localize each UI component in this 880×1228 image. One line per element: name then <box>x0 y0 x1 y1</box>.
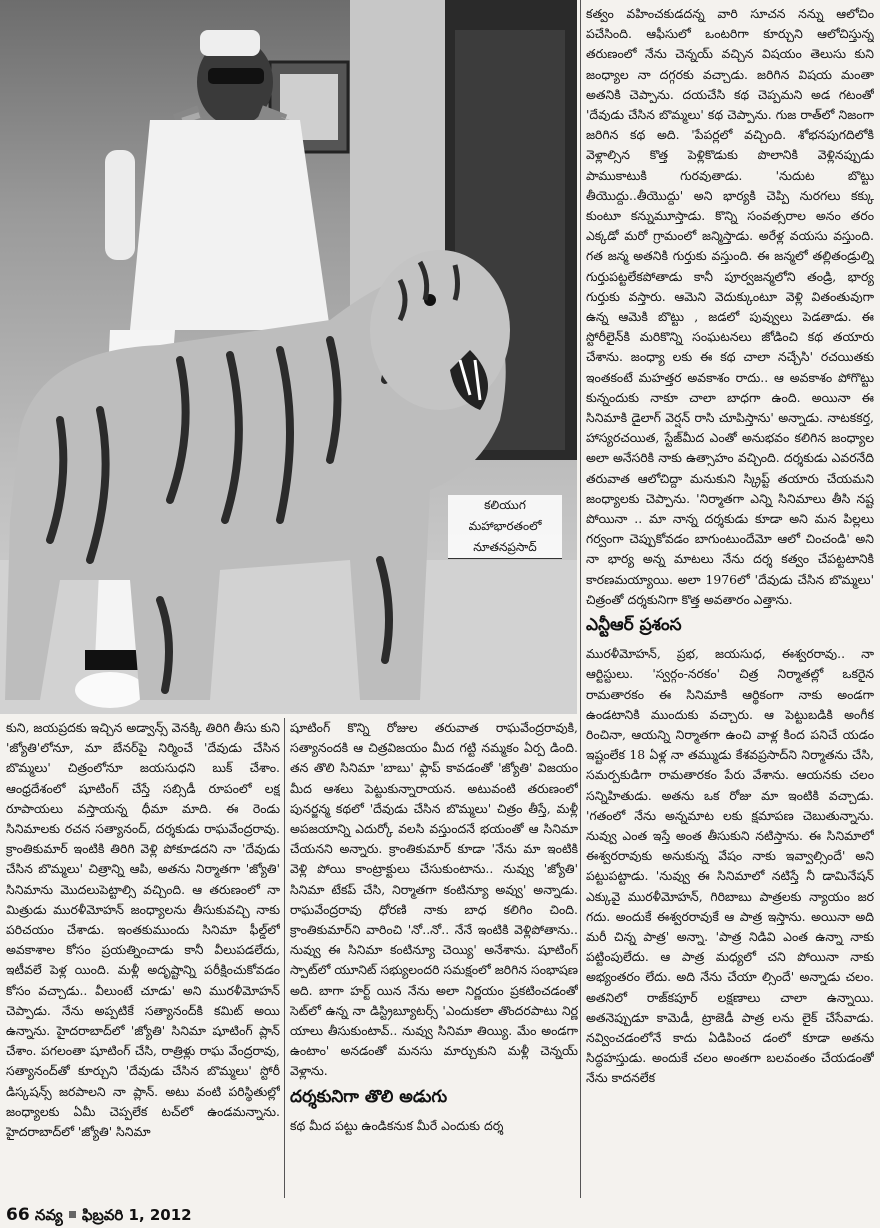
magazine-name: నవ్య <box>34 1206 63 1224</box>
square-bullet-icon <box>69 1211 76 1218</box>
article-paragraph: కుని, జయప్రదకు ఇచ్చిన అడ్వాన్స్ వెనక్కి తిరిగి తీసు కుని 'జ్యోతి'లోనూ, మా బేనర్‌పై నిర్మించే 'దేవుడు చేసిన బొమ్మలు' చిత్రంలోనూ జయసుధని బుక్ చేశాం. ఆంధ్రదేశంలో షూటింగ్ చేస్తే సబ్సిడీ రూపంలో లక్ష రూపాయలు వస్తాయన్న ధీమా మాది. ఈ రెండు సినిమాలకు రచన సత్యానంద్, దర్శకుడు రాఘవేంద్రరావు. క్రాంతికుమార్ ఇంటికి తిరిగి వెళ్లి పోకూడదని నా 'దేవుడు చేసిన బొమ్మలు' చిత్రాన్ని ఆపి, అతను నిర్మాతగా 'జ్యోతి' సినిమాను మొదలుపెట్టాల్సి వచ్చింది. ఆ తరుణంలో నా మిత్రుడు మురళీమోహన్ జంధ్యాలను తీసుకువచ్చి నాకు పరిచయం చేశాడు. ఇంతకుముందు సినిమా ఫీల్డ్‌లో అవకాశాల కోసం ప్రయత్నించాడు కానీ వీలుపడలేదు, ఇటీవలే పెళ్ల యింది. మళ్లీ అదృష్టాన్ని పరీక్షించుకోవడం కోసం వచ్చాడు.. వీలుంటే చూడు' అని మురళీమోహన్ చెప్పాడు. నేను అప్పటికే సత్యానంద్‌కి కమిట్ అయి ఉన్నాను. హైదరాబాద్‌లో 'జ్యోతి' సినిమా షూటింగ్ ప్లాన్ చేశాం. పగలంతా షూటింగ్ చేసి, రాత్రిళ్లు రాఘ వేంద్రరావు, సత్యానంద్‌తో కూర్చుని 'దేవుడు చేసిన బొమ్మలు' స్టోరీ డిస్కషన్స్ జరపాలని నా ప్లాన్. అటు వంటి పరిస్థితుల్లో జంధ్యాలకు ఏమీ చెప్పలేక టచ్‌లో ఉండమన్నాను. హైదరాబాద్‌లో 'జ్యోతి' సినిమా <box>6 720 280 1140</box>
article-column-right <box>586 4 874 1196</box>
section-heading: ఎన్టీఆర్ ప్రశంస <box>586 615 682 636</box>
photo-caption <box>448 495 562 559</box>
feature-photo <box>0 0 577 714</box>
photo-illustration <box>0 0 577 714</box>
caption-line: నూతనప్రసాద్ <box>473 540 537 554</box>
article-paragraph: కథ మీద పట్టు ఉండికనుక మీరే ఎందుకు దర్శ <box>290 1117 504 1133</box>
column-divider <box>580 0 581 1198</box>
caption-line: కలియుగ <box>484 498 526 512</box>
issue-date: ఫిబ్రవరి 1, 2012 <box>81 1206 192 1224</box>
page-number: 66 <box>6 1205 30 1225</box>
article-column-bottom-left <box>6 718 280 1198</box>
column-divider <box>284 718 285 1198</box>
article-paragraph: మురళీమోహన్, ప్రభ, జయసుధ, ఈశ్వరరావు.. నా ఆర్టిస్టులు. 'స్వర్గం-నరకం' చిత్ర నిర్మాతల్లో ఒకరైన రామతారకం ఈ సినిమాకి ఆర్థికంగా నాకు అండగా ఉండటానికి ముందుకు వచ్చారు. ఆ పెట్టుబడికి అంగీక రించినా, ఆయన్ని నిర్మాతగా ఉంచి వాళ్ల కింద పనిచే యడం ఇష్టంలేక 18 ఏళ్ల నా తమ్ముడు కేశవప్రసాద్‌ని నిర్మాతను చేసి, సమర్పకుడిగా రామతారకం పేరు వేశాను. ఆయనకు చలం సన్నిహితుడు. అతను ఒక రోజు మా ఇంటికి వచ్చాడు. 'గతంలో నేను అన్నమాట లకు క్షమాపణ చెబుతున్నాను. నువ్వు ఎంత ఇస్తే అంత తీసుకుని నటిస్తాను. ఈ సినిమాలో ఈశ్వరరావుకు అనుకున్న వేషం నాకు ఇవ్వాల్సిందే' అని పట్టుపట్టాడు. 'నువ్వు ఈ సినిమాలో నటిస్తే నీ డామినేషన్ ఎక్కువై మురళీమోహన్, గిరిబాబు పాత్రలకు న్యాయం జర గదు. అందుకే ఈశ్వరరావుకే ఆ పాత్ర ఇస్తాను. అయినా అది మరీ చిన్న పాత్ర' అన్నా. 'పాత్ర నిడివి ఎంత ఉన్నా నాకు పట్టింపులేదు. ఆ పాత్ర మధ్యలో చని పోయినా నాకు అభ్యంతరం లేదు. అది నేను చేయా ల్సిందే' అన్నాడు చలం. అతనిలో రాజ్‌కపూర్ లక్షణాలు చాలా ఉన్నాయి. అతనెప్పుడూ కామెడీ, ట్రాజెడీ పాత్ర లను లైక్ చేసేవాడు. నవ్వించడంలోనే కాదు ఏడిపించ డంలో కూడా అతను సిద్ధహస్తుడు. అందుకే చలం అంతగా బలవంతం చేయడంతో నేను కాదనలేక <box>586 646 874 1086</box>
section-heading: దర్శకునిగా తొలి అడుగు <box>290 1086 448 1107</box>
article-paragraph: కత్వం వహించకుడదన్న వారి సూచన నన్ను ఆలోచిం పచేసింది. ఆఫీసులో ఒంటరిగా కూర్చుని ఆలోచిస్తున్న తరుణంలో నేను చెన్నయ్ వచ్చిన విషయం తెలుసు కుని జంధ్యాల నా దగ్గరకు వచ్చాడు. జరిగిన విషయ మంతా అతనికి చెప్పాను. దయచేసి కథ చెప్పమని అడ గటంతో 'దేవుడు చేసిన బొమ్మలు' కథ చెప్పాను. గుజ రాత్‌లో నిజంగా జరిగిన కథ అది. 'పేపర్లలో వచ్చింది. శోభనపుగదిలోకి వెళ్లాల్సిన కొత్త పెళ్లికొడుకు పొలానికి వెళ్లినప్పుడు పాముకాటుకి గురవుతాడు. 'నుదుట బొట్టు తీయొద్దు..తీయొద్దు' అని భార్యకి చెప్పి నురగలు కక్కు కుంటూ కన్నుమూస్తాడు. కొన్ని సంవత్సరాల అనం తరం ఎక్కడో మరో గ్రామంలో జన్మిస్తాడు. అరేళ్ల వయసు వస్తుంది. గత జన్మ అతనికి గుర్తుకు వస్తుంది. ఈ జన్మలో తల్లితండ్రుల్ని గుర్తుపట్టలేకపోతాడు కానీ పూర్వజన్మలోని తండ్రి, భార్య గుర్తుకు వస్తారు. ఆమెని వెదుక్కుంటూ వెళ్లి వితంతువుగా ఉన్న ఆమెకి బొట్టు , జడలో పువ్వులు పెడతాడు. ఈ స్టోరీలైన్‌కి మరికొన్ని సంఘటనలు జోడించి కథ తయారు చేశాను. జంధ్యా లకు ఈ కథ చాలా నచ్చేసి' రచయితకు ఇంతకంటే మహత్తర అవకాశం రాదు.. ఆ అవకాశం పోగొట్టు కున్నందుకు నాకూ చాలా బాధగా ఉంది. అయినా ఈ సినిమాకి డైలాగ్ వెర్షన్ రాసి చూపిస్తాను' అన్నాడు. నాటకకర్త, హాస్యరచయిత, స్టేజ్‌మీద ఎంతో అనుభవం కలిగిన జంధ్యాల అలా అనేసరికి నాకు ఉత్సాహం వచ్చింది. దర్శకుడు ఎవరనేది తరువాత ఆలోచిద్దా మనుకుని స్క్రిప్ట్ తయారు చేయమని జంధ్యాలకు చెప్పాను. 'నిర్మాతగా ఎన్ని సినిమాలు తీసి నష్ట పోయినా .. మా నాన్న దర్శకుడు కూడా అని మన పిల్లలు గర్వంగా చెప్పుకోవడం బాగుంటుందేమో ఆలో చించండి' అని నా భార్య అన్న మాటలు నేను దర్శ కత్వం చేపట్టటానికి కారణమయ్యాయి. అలా 1976లో 'దేవుడు చేసిన బొమ్మలు' చిత్రంతో దర్శకునిగా కొత్త అవతారం ఎత్తాను. <box>586 6 874 607</box>
caption-line: మహాభారతంలో <box>468 519 542 533</box>
page-footer <box>6 1204 192 1226</box>
article-column-bottom-middle <box>290 718 578 1198</box>
article-paragraph: షూటింగ్ కొన్ని రోజుల తరువాత రాఘవేంద్రరావుకి, సత్యానందకి ఆ చిత్రవిజయం మీద గట్టి నమ్మకం ఏర్ప డింది. తన తొలి సినిమా 'బాబు' ఫ్లాప్ కావడంతో 'జ్యోతి' విజయం మీద ఆశలు పెట్టుకున్నారాయన. అటువంటి తరుణంలో పునర్జన్మ కథలో 'దేవుడు చేసిన బొమ్మలు' చిత్రం తీస్తే, మళ్లీ అపజయాన్ని ఎదుర్కో వలసి వస్తుందనే భయంతో ఆ సినిమా చేయనని అన్నారు. క్రాంతికుమార్ కూడా 'నేను మా ఇంటికి వెళ్లి పోయి కాంట్రాక్టులు చేసుకుంటాను.. నువ్వు 'జ్యోతి' సినిమా టేకప్ చేసి, నిర్మాతగా కంటిన్యూ అవ్వు' అన్నాడు. రాఘవేంద్రరావు ధోరణి నాకు బాధ కలిగిం చింది. క్రాంతికుమార్‌ని వారించి 'నో..నో.. నేనే ఇంటికి వెళ్లిపోతాను.. నువ్వు ఈ సినిమా కంటిన్యూ చెయ్యి' అనేశాను. షూటింగ్ స్పాట్‌లో యూనిట్ సభ్యులందరి సమక్షంలో జరిగిన సంభాషణ అది. బాగా హర్ట్ యిన నేను అలా నిర్ణయం ప్రకటించడంతో సెట్‌లో ఉన్న నా డిస్ట్రిబ్యూటర్స్ 'ఎందుకలా తొందరపాటు నిర్ణ యాలు తీసుకుంటావ్.. నువ్వు సినిమా తియ్యి. మేం అండగా ఉంటాం' అనడంతో మనసు మార్చుకుని మళ్లీ చెన్నయ్ వెళ్లాను. <box>290 720 578 1079</box>
